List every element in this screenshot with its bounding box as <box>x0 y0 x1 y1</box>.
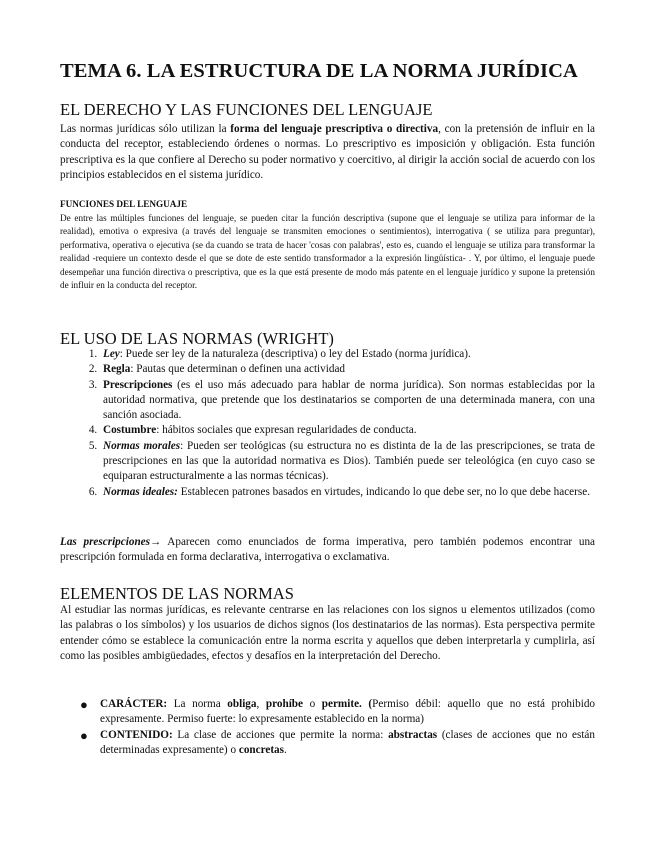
uso-normas-list <box>60 347 595 500</box>
paragraph-funciones-lenguaje: De entre las múltiples funciones del lenguaje, se pueden citar la función descriptiva (supone que el lenguaje se utiliza para informar de la realidad), emotiva o expresiva (a través del lenguaje se transmiten emociones o sentimientos), interrogativa ( se utiliza para preguntar), performativa, operativa o ejecutiva (se da cuando se trata de hacer 'cosas con palabras', esto es, cuando el lenguaje se utiliza para transformar la realidad -requiere un contexto desde el que se dote de este sentido transformador a la expresión lingüística- . Y, por último, el lenguaje puede desempeñar una función directiva o prescriptiva, que es la que está presente de modo más patente en el lenguaje jurídico y supone la pretensión de influir en la conducta del receptor. <box>60 213 595 291</box>
list-item-text: Establecen patrones basados en virtudes, indicando lo que debe ser, no lo que debe hacerse. <box>177 485 590 498</box>
list-item-text: (es el uso más adecuado para hablar de norma jurídica). Son normas establecidas por la autoridad normativa, que pretende que los destinatarios se comporten de una determinada manera, con una sanción asociada. <box>103 378 595 422</box>
subheading-funciones-lenguaje: FUNCIONES DEL LENGUAJE <box>60 199 188 209</box>
list-item <box>100 485 595 500</box>
elementos-bullet-list <box>60 697 595 758</box>
bullet-text: , <box>256 698 266 710</box>
list-item <box>100 378 595 424</box>
bullet-term: CARÁCTER: <box>100 698 168 710</box>
list-item <box>100 439 595 485</box>
bullet-text: . <box>284 743 287 756</box>
list-item-text: : hábitos sociales que expresan regularidades de conducta. <box>156 424 417 437</box>
section-heading-elementos-normas: ELEMENTOS DE LAS NORMAS <box>60 584 294 603</box>
bullet-term: CONTENIDO: <box>100 728 173 741</box>
list-item <box>100 362 595 377</box>
bullet-text: Permiso débil: aquello que no está prohibido expresamente. Permiso fuerte: lo expresamente establecido en la norma) <box>100 698 596 726</box>
bullet-text: La clase de acciones que permite la norma: <box>172 728 389 741</box>
bold-term: abstractas <box>388 728 438 741</box>
paragraph-derecho-lenguaje <box>60 122 595 183</box>
paragraph-text: , con la pretensión de influir en la conducta del receptor, estableciendo órdenes o normas. Lo prescriptivo es imposición y obligación. Esta función prescriptiva es la que confiere al Derecho su poder normativo y coercitivo, al dirigir la acción social de acuerdo con los principios establecidos en el sistema jurídico. <box>60 123 596 181</box>
section-heading-derecho-lenguaje: EL DERECHO Y LAS FUNCIONES DEL LENGUAJE <box>60 100 433 119</box>
bullet-text: o <box>303 698 322 710</box>
page-title: TEMA 6. LA ESTRUCTURA DE LA NORMA JURÍDICA <box>60 60 578 82</box>
list-item-term: Normas ideales: <box>103 485 178 498</box>
bullet-item-contenido <box>80 727 595 759</box>
list-item-term: Ley <box>103 348 120 360</box>
paragraph-elementos-normas: Al estudiar las normas jurídicas, es relevante centrarse en las relaciones con los signos u elementos utilizados (como las palabras o los símbolos) y los usuarios de dichos signos (los destinatarios de las normas). Esta perspectiva permite entender cómo se establece la comunicación entre la norma escrita y aquellos que deben interpretarla y cumplirla, así como las posibles ambigüedades, efectos y desafíos en la interpretación del Derecho. <box>60 604 595 662</box>
bold-term: forma del lenguaje prescriptiva o directiva <box>230 123 439 135</box>
bold-term: permite. ( <box>321 698 373 710</box>
bold-term: prohíbe <box>265 698 303 710</box>
bullet-item-caracter <box>80 697 596 728</box>
list-item-term: Prescripciones <box>103 378 173 391</box>
bullet-icon: ● <box>80 727 88 743</box>
paragraph-prescripciones-note <box>60 535 595 566</box>
bold-term: Las prescripciones <box>60 536 150 548</box>
paragraph-text: → Aparecen como enunciados de forma imperativa, pero también podemos encontrar una prescripción formulada en forma declarativa, interrogativa o exclamativa. <box>60 536 596 564</box>
list-item-term: Regla <box>103 363 131 376</box>
list-item <box>100 347 595 362</box>
list-item-term: Normas morales <box>103 439 181 452</box>
bold-term: obliga <box>227 698 257 710</box>
list-item-text: : Pautas que determinan o definen una actividad <box>130 363 346 376</box>
list-item-term: Costumbre <box>103 424 157 437</box>
bold-term: concretas <box>238 743 285 756</box>
bullet-icon: ● <box>80 697 88 712</box>
bullet-text: La norma <box>167 698 228 710</box>
list-item-text: : Puede ser ley de la naturaleza (descriptiva) o ley del Estado (norma jurídica). <box>119 348 471 360</box>
section-heading-uso-normas: EL USO DE LAS NORMAS (WRIGHT) <box>60 329 334 348</box>
bullet-text: (clases de acciones que no están determinadas expresamente) o <box>100 728 595 756</box>
list-item <box>100 423 595 438</box>
list-item-text: : Pueden ser teológicas (su estructura no es distinta de la de las prescripciones, se trata de prescripciones en las que la autoridad normativa es Dios). También puede ser teleológica (en cuyo caso se equiparan estructuralmente a las normas técnicas). <box>103 439 595 483</box>
paragraph-text: Las normas jurídicas sólo utilizan la <box>60 123 231 135</box>
